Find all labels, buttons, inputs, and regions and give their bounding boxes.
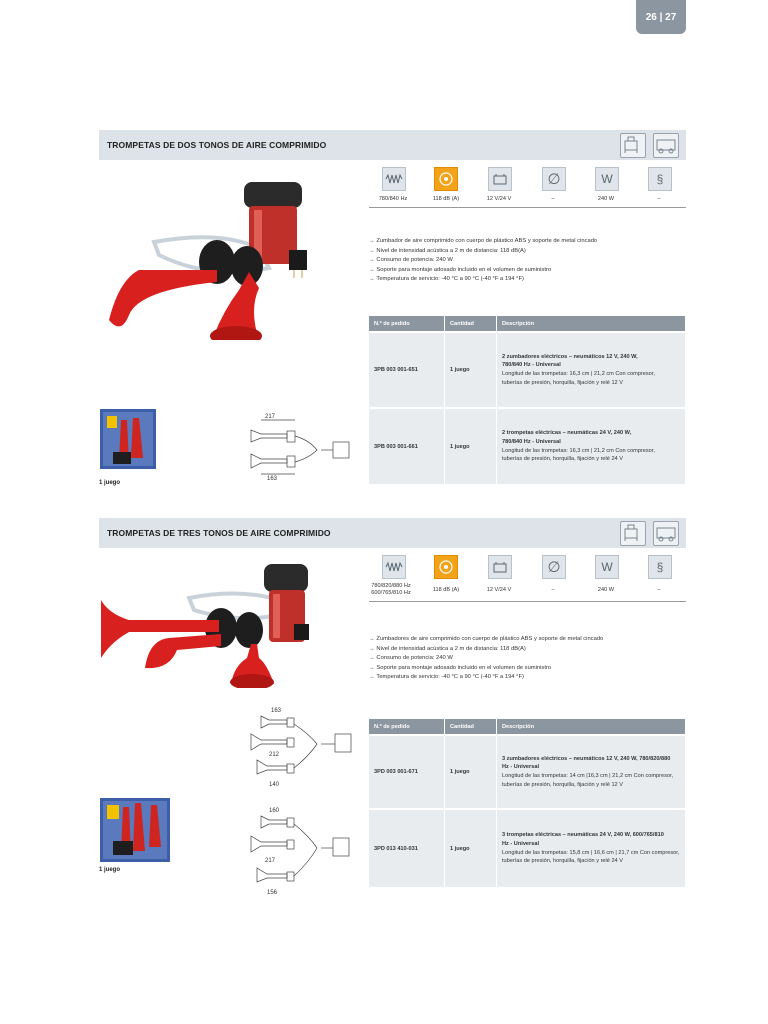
diameter-icon: ∅ [542, 555, 566, 579]
spec-divider [369, 207, 686, 208]
spec-standard: – [657, 196, 661, 202]
spec-power: 240 W [597, 587, 615, 593]
section-header [99, 130, 686, 160]
truck-icon [653, 521, 679, 546]
col-quantity: Cantidad [445, 316, 497, 332]
two-tone-horn-photo [99, 170, 334, 340]
description-title: 3 zumbadores eléctricos – neumáticos 12 V, 240 W, 780/820/880 Hz - Universal [502, 755, 671, 771]
spec-sound-level: 118 dB (A) [432, 587, 460, 593]
col-quantity: Cantidad [445, 719, 497, 735]
description [497, 735, 686, 809]
truck-icon [653, 133, 679, 158]
feature-item: → Consumo de potencia: 240 W [369, 654, 686, 664]
spec-diameter: – [551, 196, 555, 202]
package-photo [99, 797, 171, 863]
car-front-icon [620, 521, 646, 546]
spec-diameter: – [551, 587, 555, 593]
description-text: Longitud de las trompetas: 16,3 cm | 21,2 cm Con compresor, tuberías de presión, horquilla, fijación y relé 12 V [502, 371, 655, 386]
spec-frequency: 780/820/880 Hz 600/765/810 Hz [371, 583, 411, 596]
col-order-number: N.º de pedido [369, 719, 445, 735]
standard-icon: § [648, 167, 672, 191]
col-description: Descripción [497, 719, 686, 735]
description-title: 2 trompetas eléctricas – neumáticas 24 V, 240 W, 780/840 Hz - Universal [502, 430, 632, 445]
spec-sound-level: 118 dB (A) [432, 196, 460, 202]
sound-level-icon [434, 555, 458, 579]
spec-divider [369, 601, 686, 602]
order-number: 3PB 003 001-661 [369, 408, 445, 484]
dimension-label: 160 [269, 808, 280, 814]
spec-voltage: 12 V/24 V [486, 587, 512, 593]
order-number: 3PD 003 001-671 [369, 735, 445, 809]
order-number: 3PD 013 410-031 [369, 809, 445, 887]
technical-drawing [247, 412, 359, 480]
quantity: 1 juego [445, 735, 497, 809]
dimension-label: 212 [269, 752, 280, 758]
power-icon: W [595, 555, 619, 579]
dimension-label: 217 [265, 414, 276, 420]
frequency-icon [382, 167, 406, 191]
frequency-icon [382, 555, 406, 579]
order-table [369, 316, 686, 484]
table-row [369, 735, 686, 809]
feature-item: → Soporte para montaje adosado incluido en el volumen de suministro [369, 664, 686, 674]
feature-item: → Temperatura de servicio: -40 °C a 90 °C (-40 °F a 194 °F) [369, 673, 686, 683]
diameter-icon: ∅ [542, 167, 566, 191]
table-row [369, 809, 686, 887]
feature-list [369, 635, 686, 683]
dimension-label: 217 [265, 858, 276, 864]
battery-icon [488, 167, 512, 191]
description-title: 3 trompetas eléctricas – neumáticas 24 V, 240 W, 600/765/810 Hz - Universal [502, 832, 664, 847]
feature-item: → Zumbador de aire comprimido con cuerpo de plástico ABS y soporte de metal cincado [369, 237, 686, 247]
package-photo [99, 408, 157, 470]
three-tone-horn-photo [99, 558, 334, 688]
description-text: Longitud de las trompetas: 15,8 cm | 16,6 cm | 21,7 cm Con compresor, tuberías de presión, horquilla, fijación y relé 24 V [502, 849, 680, 865]
standard-icon: § [648, 555, 672, 579]
dimension-label: 156 [267, 890, 278, 896]
spec-standard: – [657, 587, 661, 593]
table-header-row [369, 316, 686, 332]
quantity: 1 juego [445, 332, 497, 408]
dimension-label: 163 [271, 708, 282, 714]
spec-voltage: 12 V/24 V [486, 196, 512, 202]
order-table [369, 719, 686, 887]
page-number: 26 | 27 [636, 0, 686, 34]
dimension-label: 140 [269, 782, 280, 788]
car-front-icon [620, 133, 646, 158]
feature-item: → Consumo de potencia: 240 W [369, 256, 686, 266]
description-text: Longitud de las trompetas: 16,3 cm | 21,2 cm Con compresor, tuberías de presión, horquilla, fijación y relé 24 V [502, 447, 655, 463]
feature-item: → Nivel de intensidad acústica a 2 m de distancia: 118 dB(A) [369, 645, 686, 655]
technical-drawing-top [247, 704, 359, 790]
table-header-row [369, 719, 686, 735]
quantity: 1 juego [445, 408, 497, 484]
order-number: 3PB 003 001-651 [369, 332, 445, 408]
feature-item: → Zumbadores de aire comprimido con cuerpo de plástico ABS y soporte de metal cincado [369, 635, 686, 645]
section-title: TROMPETAS DE TRES TONOS DE AIRE COMPRIMIDO [107, 528, 331, 538]
dimension-label: 163 [267, 476, 278, 480]
section-title: TROMPETAS DE DOS TONOS DE AIRE COMPRIMIDO [107, 140, 327, 150]
battery-icon [488, 555, 512, 579]
description-text: Longitud de las trompetas: 14 cm |16,3 cm | 21,2 cm Con compresor, tuberías de presión, horquilla, fijación y relé 12 V [502, 773, 674, 788]
table-row [369, 408, 686, 484]
package-caption: 1 juego [99, 867, 121, 873]
col-description: Descripción [497, 316, 686, 332]
col-order-number: N.º de pedido [369, 316, 445, 332]
sound-level-icon [434, 167, 458, 191]
feature-list [369, 237, 686, 285]
spec-power: 240 W [597, 196, 615, 202]
technical-drawing-bottom [247, 804, 359, 896]
description-title: 2 zumbadores eléctricos – neumáticos 12 V, 240 W, 780/840 Hz - Universal [502, 353, 638, 369]
description [497, 332, 686, 408]
package-caption: 1 juego [99, 480, 121, 486]
description [497, 809, 686, 887]
table-row [369, 332, 686, 408]
feature-item: → Nivel de intensidad acústica a 2 m de distancia: 118 dB(A) [369, 247, 686, 257]
feature-item: → Soporte para montaje adosado incluido en el volumen de suministro [369, 266, 686, 276]
quantity: 1 juego [445, 809, 497, 887]
power-icon: W [595, 167, 619, 191]
feature-item: → Temperatura de servicio: -40 °C a 90 °C (-40 °F a 194 °F) [369, 275, 686, 285]
spec-frequency: 780/840 Hz [378, 196, 408, 202]
description [497, 408, 686, 484]
section-header [99, 518, 686, 548]
